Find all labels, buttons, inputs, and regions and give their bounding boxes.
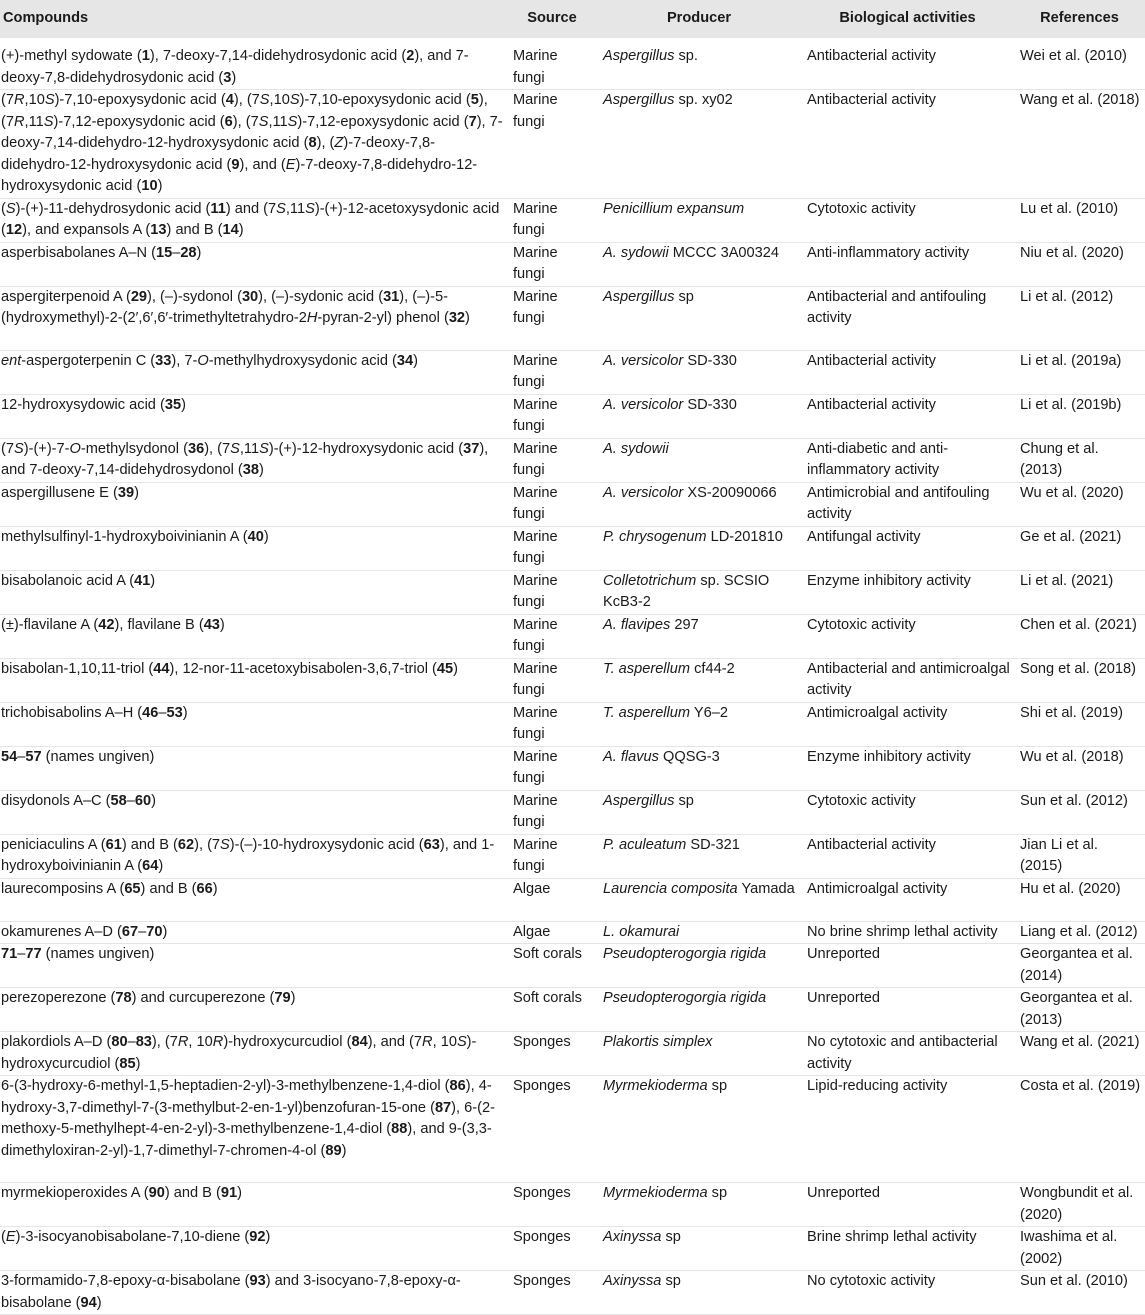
activity-cell: Antimicroalgal activity — [801, 878, 1014, 921]
compounds-cell: bisabolanoic acid A (41) — [0, 570, 507, 614]
compounds-cell: laurecomposins A (65) and B (66) — [0, 878, 507, 921]
producer-cell: Penicillium expansum — [597, 198, 801, 242]
source-cell: Sponges — [507, 1076, 597, 1183]
reference-cell: Li et al. (2021) — [1014, 570, 1145, 614]
table-row — [0, 242, 1145, 286]
producer-cell: P. aculeatum SD-321 — [597, 834, 801, 878]
reference-cell: Liang et al. (2012) — [1014, 921, 1145, 944]
table-row — [0, 438, 1145, 482]
compounds-cell: 12-hydroxysydowic acid (35) — [0, 394, 507, 438]
producer-cell: Plakortis simplex — [597, 1032, 801, 1076]
reference-cell: Sun et al. (2012) — [1014, 790, 1145, 834]
table-row — [0, 746, 1145, 790]
producer-cell: A. versicolor SD-330 — [597, 350, 801, 394]
activity-cell: Enzyme inhibitory activity — [801, 746, 1014, 790]
activity-cell: Unreported — [801, 944, 1014, 988]
producer-cell: A. flavipes 297 — [597, 614, 801, 658]
compounds-cell: bisabolan-1,10,11-triol (44), 12-nor-11-acetoxybisabolen-3,6,7-triol (45) — [0, 658, 507, 702]
table-row — [0, 482, 1145, 526]
reference-cell: Li et al. (2019b) — [1014, 394, 1145, 438]
producer-cell: Aspergillus sp. — [597, 38, 801, 90]
compounds-cell: ent-aspergoterpenin C (33), 7-O-methylhydroxysydonic acid (34) — [0, 350, 507, 394]
activity-cell: Antibacterial activity — [801, 394, 1014, 438]
activity-cell: Antimicrobial and antifouling activity — [801, 482, 1014, 526]
source-cell: Marine fungi — [507, 790, 597, 834]
compounds-cell: peniciaculins A (61) and B (62), (7S)-(–)-10-hydroxysydonic acid (63), and 1-hydroxyboivinianin A (64) — [0, 834, 507, 878]
reference-cell: Li et al. (2019a) — [1014, 350, 1145, 394]
reference-cell: Georgantea et al. (2013) — [1014, 988, 1145, 1032]
source-cell: Marine fungi — [507, 746, 597, 790]
activity-cell: Anti-inflammatory activity — [801, 242, 1014, 286]
producer-cell: T. asperellum cf44-2 — [597, 658, 801, 702]
table-row — [0, 90, 1145, 199]
activity-cell: Brine shrimp lethal activity — [801, 1227, 1014, 1271]
compounds-cell: disydonols A–C (58–60) — [0, 790, 507, 834]
activity-cell: No brine shrimp lethal activity — [801, 921, 1014, 944]
compounds-cell: 54–57 (names ungiven) — [0, 746, 507, 790]
producer-cell: Aspergillus sp. xy02 — [597, 90, 801, 199]
table-row — [0, 570, 1145, 614]
producer-cell: A. flavus QQSG-3 — [597, 746, 801, 790]
source-cell: Sponges — [507, 1227, 597, 1271]
table-row — [0, 198, 1145, 242]
source-cell: Sponges — [507, 1183, 597, 1227]
producer-cell: Aspergillus sp — [597, 790, 801, 834]
activity-cell: No cytotoxic and antibacterial activity — [801, 1032, 1014, 1076]
activity-cell: Antifungal activity — [801, 526, 1014, 570]
header-row — [0, 0, 1145, 38]
compounds-cell: 71–77 (names ungiven) — [0, 944, 507, 988]
reference-cell: Wang et al. (2021) — [1014, 1032, 1145, 1076]
source-cell: Sponges — [507, 1032, 597, 1076]
activity-cell: Enzyme inhibitory activity — [801, 570, 1014, 614]
compounds-cell: aspergillusene E (39) — [0, 482, 507, 526]
compounds-cell: okamurenes A–D (67–70) — [0, 921, 507, 944]
activity-cell: Lipid-reducing activity — [801, 1076, 1014, 1183]
table-row — [0, 286, 1145, 350]
header-references: References — [1040, 10, 1119, 27]
source-cell: Marine fungi — [507, 482, 597, 526]
reference-cell: Wu et al. (2020) — [1014, 482, 1145, 526]
table-row — [0, 944, 1145, 988]
table-header — [0, 0, 1145, 38]
source-cell: Marine fungi — [507, 614, 597, 658]
source-cell: Marine fungi — [507, 526, 597, 570]
table-row — [0, 1271, 1145, 1315]
reference-cell: Wei et al. (2010) — [1014, 38, 1145, 90]
producer-cell: Axinyssa sp — [597, 1227, 801, 1271]
compounds-cell: 3-formamido-7,8-epoxy-α-bisabolane (93) and 3-isocyano-7,8-epoxy-α-bisabolane (94) — [0, 1271, 507, 1315]
producer-cell: Myrmekioderma sp — [597, 1076, 801, 1183]
producer-cell: Aspergillus sp — [597, 286, 801, 350]
reference-cell: Hu et al. (2020) — [1014, 878, 1145, 921]
producer-cell: A. sydowii MCCC 3A00324 — [597, 242, 801, 286]
table-row — [0, 988, 1145, 1032]
table-row — [0, 394, 1145, 438]
source-cell: Marine fungi — [507, 394, 597, 438]
source-cell: Marine fungi — [507, 834, 597, 878]
activity-cell: Antibacterial and antimicroalgal activity — [801, 658, 1014, 702]
source-cell: Marine fungi — [507, 90, 597, 199]
producer-cell: Colletotrichum sp. SCSIO KcB3-2 — [597, 570, 801, 614]
table-row — [0, 658, 1145, 702]
producer-cell: Myrmekioderma sp — [597, 1183, 801, 1227]
compounds-cell: (7R,10S)-7,10-epoxysydonic acid (4), (7S,10S)-7,10-epoxysydonic acid (5), (7R,11S)-7,12-epoxysydonic acid (6), (7S,11S)-7,12-epoxysydonic acid (7), 7-deoxy-7,14-didehydro-12-hydroxysydonic acid (8), (Z)-7-deoxy-7,8-didehydro-12-hydroxysydonic acid (9), and (E)-7-deoxy-7,8-didehydro-12-hydroxysydonic acid (10) — [0, 90, 507, 199]
table-row — [0, 834, 1145, 878]
reference-cell: Wu et al. (2018) — [1014, 746, 1145, 790]
producer-cell: P. chrysogenum LD-201810 — [597, 526, 801, 570]
activity-cell: Unreported — [801, 1183, 1014, 1227]
compounds-cell: methylsulfinyl-1-hydroxyboivinianin A (40) — [0, 526, 507, 570]
reference-cell: Sun et al. (2010) — [1014, 1271, 1145, 1315]
compounds-cell: myrmekioperoxides A (90) and B (91) — [0, 1183, 507, 1227]
activity-cell: Cytotoxic activity — [801, 614, 1014, 658]
table-row — [0, 1032, 1145, 1076]
table-row — [0, 790, 1145, 834]
table-row — [0, 1227, 1145, 1271]
source-cell: Marine fungi — [507, 350, 597, 394]
producer-cell: Laurencia composita Yamada — [597, 878, 801, 921]
table-row — [0, 1183, 1145, 1227]
activity-cell: Antibacterial activity — [801, 90, 1014, 199]
activity-cell: Anti-diabetic and anti-inflammatory activity — [801, 438, 1014, 482]
reference-cell: Iwashima et al. (2002) — [1014, 1227, 1145, 1271]
reference-cell: Ge et al. (2021) — [1014, 526, 1145, 570]
source-cell: Marine fungi — [507, 658, 597, 702]
header-source: Source — [527, 10, 577, 27]
source-cell: Marine fungi — [507, 702, 597, 746]
activity-cell: Antibacterial and antifouling activity — [801, 286, 1014, 350]
table-body — [0, 38, 1145, 1315]
source-cell: Algae — [507, 878, 597, 921]
source-cell: Marine fungi — [507, 438, 597, 482]
source-cell: Marine fungi — [507, 286, 597, 350]
producer-cell: A. versicolor SD-330 — [597, 394, 801, 438]
source-cell: Soft corals — [507, 988, 597, 1032]
table-row — [0, 921, 1145, 944]
table-row — [0, 350, 1145, 394]
producer-cell: Axinyssa sp — [597, 1271, 801, 1315]
producer-cell: A. sydowii — [597, 438, 801, 482]
activity-cell: Antimicroalgal activity — [801, 702, 1014, 746]
compounds-cell: (S)-(+)-11-dehydrosydonic acid (11) and (7S,11S)-(+)-12-acetoxysydonic acid (12), and expansols A (13) and B (14) — [0, 198, 507, 242]
table-row — [0, 1076, 1145, 1183]
compounds-cell: asperbisabolanes A–N (15–28) — [0, 242, 507, 286]
producer-cell: A. versicolor XS-20090066 — [597, 482, 801, 526]
producer-cell: Pseudopterogorgia rigida — [597, 988, 801, 1032]
header-compounds: Compounds — [3, 10, 89, 27]
reference-cell: Chen et al. (2021) — [1014, 614, 1145, 658]
compounds-cell: 6-(3-hydroxy-6-methyl-1,5-heptadien-2-yl)-3-methylbenzene-1,4-diol (86), 4-hydroxy-3,7-dimethyl-7-(3-methylbut-2-en-1-yl)benzofuran-15-one (87), 6-(2-methoxy-5-methylhept-4-en-2-yl)-3-methylbenzene-1,4-diol (88), and 9-(3,3-dimethyloxiran-2-yl)-1,7-dimethyl-7-chromen-4-ol (89) — [0, 1076, 507, 1183]
producer-cell: T. asperellum Y6–2 — [597, 702, 801, 746]
reference-cell: Song et al. (2018) — [1014, 658, 1145, 702]
reference-cell: Niu et al. (2020) — [1014, 242, 1145, 286]
header-activities: Biological activities — [839, 10, 976, 27]
table-row — [0, 614, 1145, 658]
compounds-cell: (7S)-(+)-7-O-methylsydonol (36), (7S,11S)-(+)-12-hydroxysydonic acid (37), and 7-deoxy-7,14-didehydrosydonol (38) — [0, 438, 507, 482]
source-cell: Sponges — [507, 1271, 597, 1315]
compounds-cell: trichobisabolins A–H (46–53) — [0, 702, 507, 746]
compounds-cell: (E)-3-isocyanobisabolane-7,10-diene (92) — [0, 1227, 507, 1271]
reference-cell: Wongbundit et al. (2020) — [1014, 1183, 1145, 1227]
reference-cell: Jian Li et al. (2015) — [1014, 834, 1145, 878]
header-producer: Producer — [666, 10, 732, 27]
activity-cell: Unreported — [801, 988, 1014, 1032]
activity-cell: Antibacterial activity — [801, 38, 1014, 90]
compounds-cell: aspergiterpenoid A (29), (–)-sydonol (30), (–)-sydonic acid (31), (–)-5-(hydroxymethyl)-2-(2′,6′,6′-trimethyltetrahydro-2H-pyran-2-yl) phenol (32) — [0, 286, 507, 350]
reference-cell: Costa et al. (2019) — [1014, 1076, 1145, 1183]
table-row — [0, 38, 1145, 90]
activity-cell: Cytotoxic activity — [801, 198, 1014, 242]
reference-cell: Li et al. (2012) — [1014, 286, 1145, 350]
activity-cell: Antibacterial activity — [801, 350, 1014, 394]
compounds-cell: (±)-flavilane A (42), flavilane B (43) — [0, 614, 507, 658]
table-row — [0, 526, 1145, 570]
reference-cell: Georgantea et al. (2014) — [1014, 944, 1145, 988]
table-row — [0, 702, 1145, 746]
activity-cell: Cytotoxic activity — [801, 790, 1014, 834]
producer-cell: L. okamurai — [597, 921, 801, 944]
producer-cell: Pseudopterogorgia rigida — [597, 944, 801, 988]
reference-cell: Shi et al. (2019) — [1014, 702, 1145, 746]
compounds-cell: (+)-methyl sydowate (1), 7-deoxy-7,14-didehydrosydonic acid (2), and 7-deoxy-7,8-didehydrosydonic acid (3) — [0, 38, 507, 90]
table-row — [0, 878, 1145, 921]
compounds-cell: perezoperezone (78) and curcuperezone (79) — [0, 988, 507, 1032]
reference-cell: Lu et al. (2010) — [1014, 198, 1145, 242]
source-cell: Marine fungi — [507, 198, 597, 242]
compounds-cell: plakordiols A–D (80–83), (7R, 10R)-hydroxycurcudiol (84), and (7R, 10S)-hydroxycurcudiol (85) — [0, 1032, 507, 1076]
activity-cell: No cytotoxic activity — [801, 1271, 1014, 1315]
reference-cell: Wang et al. (2018) — [1014, 90, 1145, 199]
source-cell: Marine fungi — [507, 570, 597, 614]
source-cell: Marine fungi — [507, 38, 597, 90]
source-cell: Soft corals — [507, 944, 597, 988]
source-cell: Algae — [507, 921, 597, 944]
source-cell: Marine fungi — [507, 242, 597, 286]
activity-cell: Antibacterial activity — [801, 834, 1014, 878]
reference-cell: Chung et al. (2013) — [1014, 438, 1145, 482]
